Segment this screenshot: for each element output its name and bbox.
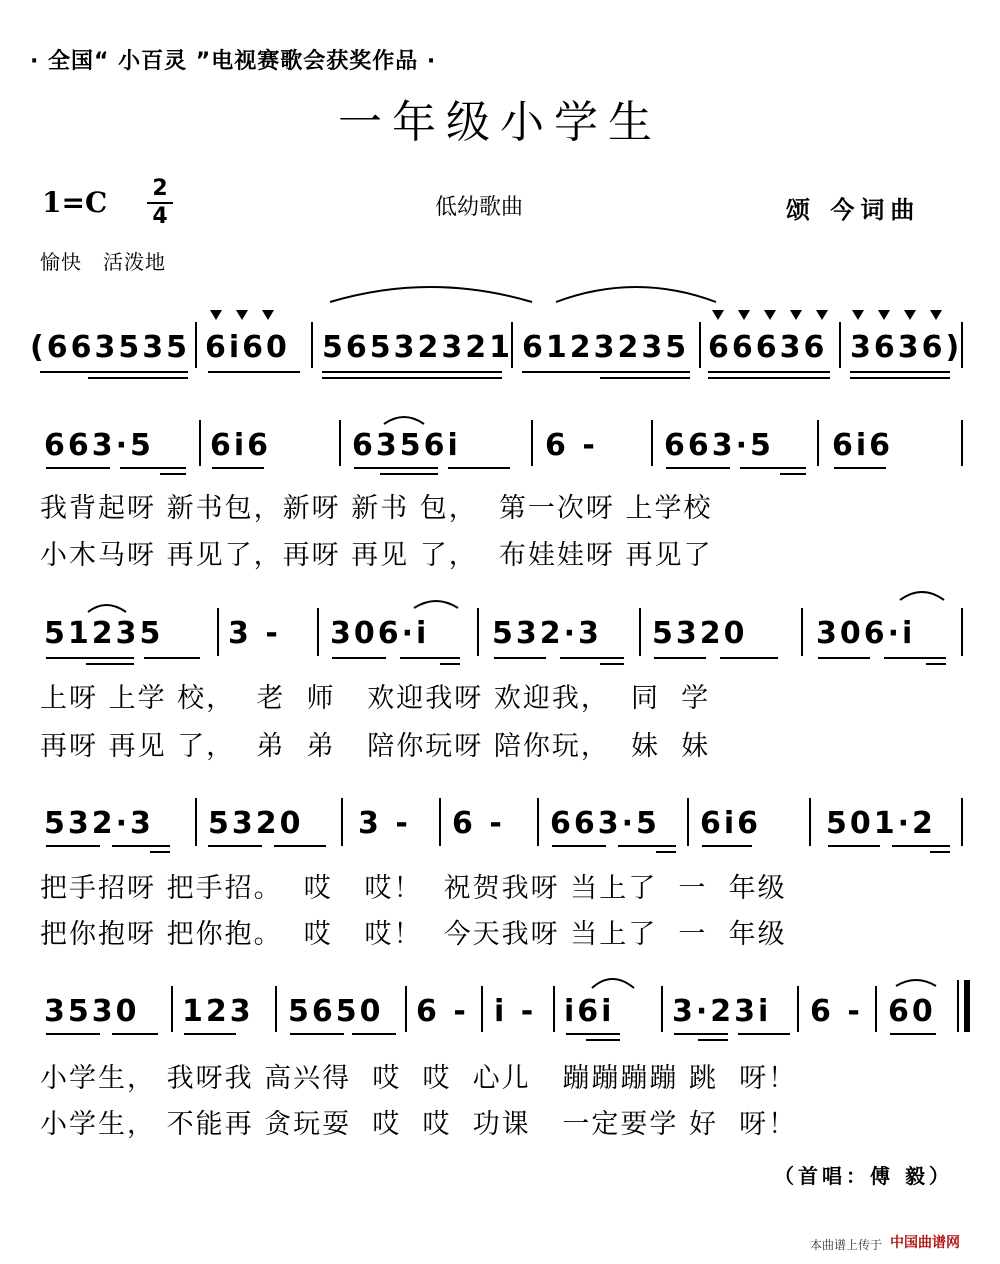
line4-measure-5: i -	[494, 994, 537, 1029]
line1-measure-6: 6i6	[832, 428, 894, 463]
line3-measure-4: 6 -	[452, 806, 505, 841]
line1-measure-1: 663·5	[44, 428, 154, 463]
genre-label: 低幼歌曲	[435, 195, 524, 220]
line4-measure-6: i6i	[564, 994, 615, 1029]
song-title: 一年级小学生	[338, 97, 662, 148]
intro-measure-1: (663535	[30, 330, 190, 365]
line2-measure-4: 532·3	[492, 616, 602, 651]
line1-measure-3: 6356i	[352, 428, 461, 463]
line3-lyric-verse1: 把手招呀 把手招。 哎 哎！ 祝贺我呀 当上了 一 年级	[40, 873, 787, 904]
line1-measure-2: 6i6	[210, 428, 272, 463]
composer-credit: 颂 今词曲	[786, 196, 921, 224]
upload-note: 本曲谱上传于	[810, 1238, 883, 1252]
tempo-marking: 愉快 活泼地	[40, 250, 166, 274]
line3-measure-5: 663·5	[550, 806, 660, 841]
award-caption: · 全国“ 小百灵 ”电视赛歌会获奖作品 ·	[30, 49, 437, 74]
line4-lyric-verse1: 小学生， 我呀我 高兴得 哎 哎 心儿 蹦蹦蹦蹦 跳 呀！	[40, 1063, 798, 1094]
line4-lyric-verse2: 小学生， 不能再 贪玩耍 哎 哎 功课 一定要学 好 呀！	[40, 1109, 798, 1140]
line4-measure-1: 3530	[44, 994, 140, 1029]
line2-measure-2: 3 -	[228, 616, 281, 651]
line3-measure-2: 5320	[208, 806, 304, 841]
singer-credit: （首唱：傅 毅）	[774, 1164, 953, 1188]
line1-lyric-verse2: 小木马呀 再见了，再呀 再见 了， 布娃娃呀 再见了	[40, 540, 713, 571]
line4-measure-4: 6 -	[416, 994, 469, 1029]
line1-measure-4: 6 -	[545, 428, 598, 463]
line2-measure-3: 306·i	[330, 616, 430, 651]
line2-lyric-verse2: 再呀 再见 了， 弟 弟 陪你玩呀 陪你玩， 妹 妹	[40, 731, 711, 762]
meter-top: 2	[152, 176, 168, 201]
key-signature: 1=C	[42, 186, 108, 219]
intro-measure-6: 3636)	[850, 330, 963, 365]
line4-measure-3: 5650	[288, 994, 384, 1029]
line3-measure-7: 501·2	[826, 806, 936, 841]
line2-measure-6: 306·i	[816, 616, 916, 651]
intro-measure-5: 66636	[708, 330, 828, 365]
line2-lyric-verse1: 上呀 上学 校， 老 师 欢迎我呀 欢迎我， 同 学	[40, 683, 711, 714]
line1-measure-5: 663·5	[664, 428, 774, 463]
line4-measure-7: 3·23i	[672, 994, 772, 1029]
line3-measure-6: 6i6	[700, 806, 762, 841]
line3-measure-1: 532·3	[44, 806, 154, 841]
line4-measure-9: 60	[888, 994, 936, 1029]
line2-measure-1: 51235	[44, 616, 164, 651]
line2-measure-5: 5320	[652, 616, 748, 651]
intro-measure-4: 6123235	[522, 330, 690, 365]
line3-lyric-verse2: 把你抱呀 把你抱。 哎 哎！ 今天我呀 当上了 一 年级	[40, 919, 787, 950]
line4-measure-8: 6 -	[810, 994, 863, 1029]
line3-measure-3: 3 -	[358, 806, 411, 841]
intro-measure-3: 56532321	[322, 330, 513, 365]
line1-lyric-verse1: 我背起呀 新书包，新呀 新书 包， 第一次呀 上学校	[40, 493, 713, 524]
line4-measure-2: 123	[182, 994, 254, 1029]
site-logo: 中国曲谱网	[890, 1235, 960, 1251]
meter-bottom: 4	[152, 204, 168, 229]
intro-measure-2: 6i60	[205, 330, 290, 365]
